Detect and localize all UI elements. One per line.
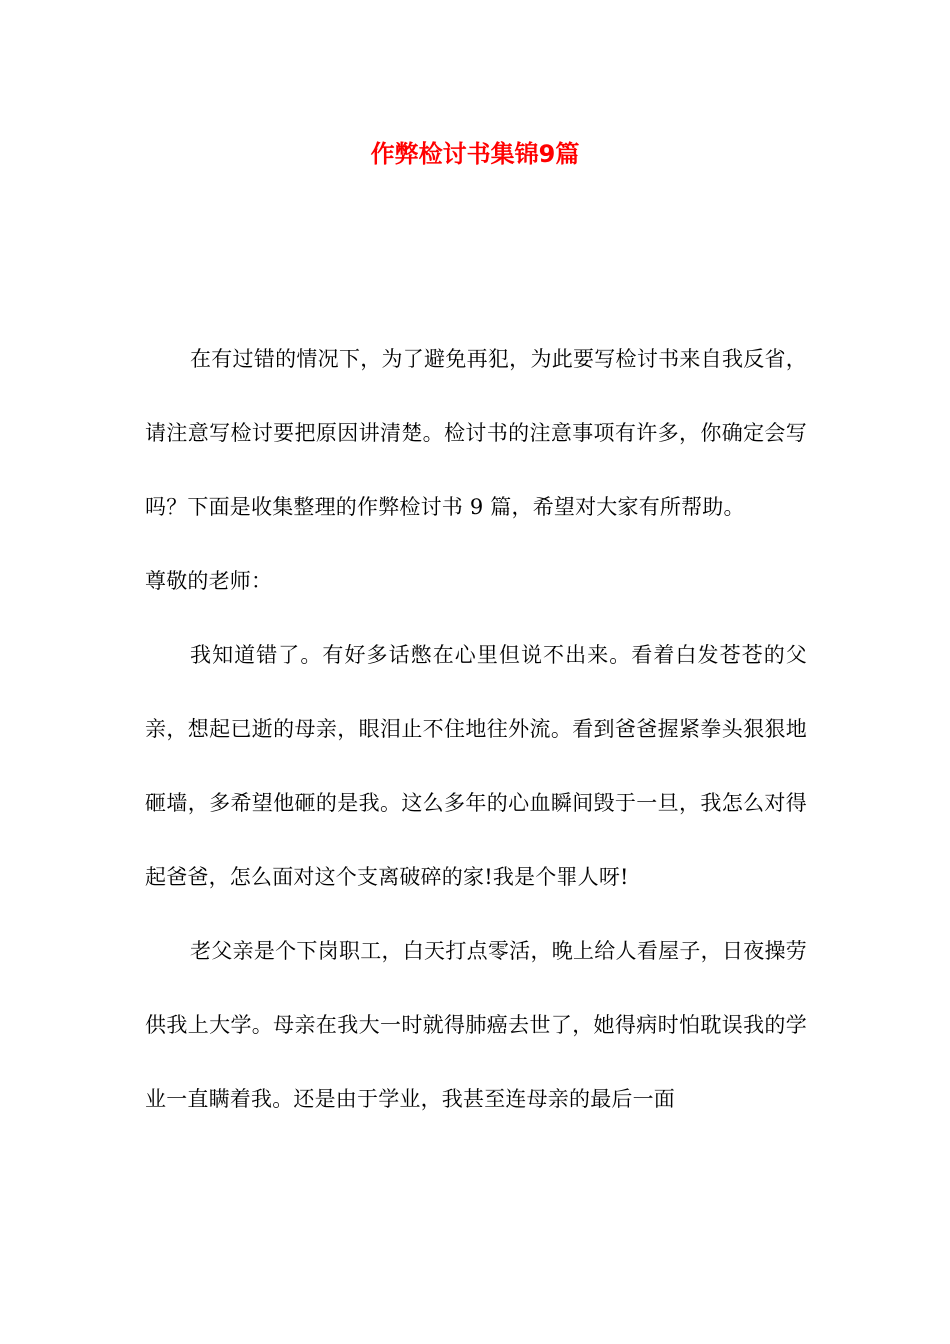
- intro-paragraph: 在有过错的情况下，为了避免再犯，为此要写检讨书来自我反省，请注意写检讨要把原因讲清楚。检讨书的注意事项有许多，你确定会写吗？下面是收集整理的作弊检讨书 9 篇，希望对大家有所帮助。: [145, 347, 807, 519]
- document-title: 作弊检讨书集锦9篇: [370, 140, 580, 168]
- body-paragraph-2: 老父亲是个下岗职工，白天打点零活，晚上给人看屋子，日夜操劳供我上大学。母亲在我大一时就得肺癌去世了，她得病时怕耽误我的学业一直瞒着我。还是由于学业，我甚至连母亲的最后一面: [145, 939, 807, 1111]
- body-paragraph-1: 我知道错了。有好多话憋在心里但说不出来。看着白发苍苍的父亲，想起已逝的母亲，眼泪止不住地往外流。看到爸爸握紧拳头狠狠地砸墙，多希望他砸的是我。这么多年的心血瞬间毁于一旦，我怎么对得起爸爸，怎么面对这个支离破碎的家!我是个罪人呀!: [145, 643, 807, 889]
- document-body: [145, 322, 807, 1136]
- salutation: 尊敬的老师：: [145, 569, 273, 593]
